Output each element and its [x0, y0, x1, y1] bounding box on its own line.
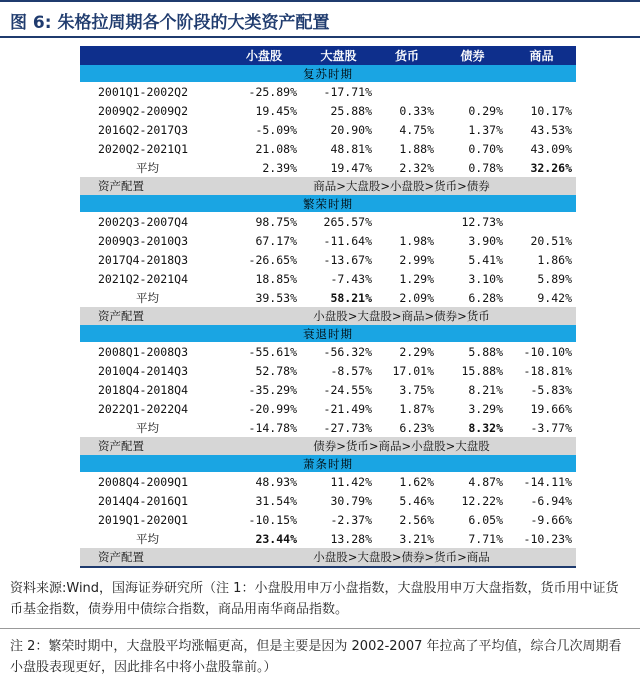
- return-cell: [438, 82, 507, 101]
- period-row: [80, 361, 576, 380]
- allocation-label: 资产配置: [80, 548, 227, 566]
- return-cell: 43.09%: [530, 141, 572, 156]
- average-cell: 32.26%: [530, 160, 572, 175]
- return-cell: 18.85%: [255, 271, 297, 286]
- return-cell: -21.49%: [323, 401, 372, 416]
- return-cell: 12.22%: [461, 493, 503, 508]
- return-cell: 43.53%: [530, 122, 572, 137]
- average-cell: 58.21%: [330, 290, 372, 305]
- return-cell: -25.89%: [248, 84, 297, 99]
- return-cell: -24.55%: [323, 382, 372, 397]
- return-cell: [376, 82, 438, 101]
- allocation-label: 资产配置: [80, 437, 227, 455]
- phase-header-row: [80, 195, 576, 212]
- average-cell: 6.23%: [399, 420, 434, 435]
- period-label: 2019Q1-2020Q1: [98, 512, 189, 527]
- period-label: 2009Q2-2009Q2: [98, 103, 189, 118]
- return-cell: 1.86%: [537, 252, 572, 267]
- average-cell: 9.42%: [537, 290, 572, 305]
- return-cell: 2.56%: [399, 512, 434, 527]
- return-cell: -2.37%: [330, 512, 372, 527]
- return-cell: 1.37%: [468, 122, 503, 137]
- return-cell: 8.21%: [468, 382, 503, 397]
- average-cell: 2.09%: [399, 290, 434, 305]
- return-cell: 4.87%: [468, 474, 503, 489]
- return-cell: 11.42%: [330, 474, 372, 489]
- average-cell: 2.32%: [399, 160, 434, 175]
- return-cell: 48.81%: [330, 141, 372, 156]
- return-cell: 15.88%: [461, 363, 503, 378]
- return-cell: 98.75%: [255, 214, 297, 229]
- period-label: 2020Q2-2021Q1: [98, 141, 189, 156]
- figure-title: 图 6: 朱格拉周期各个阶段的大类资产配置: [10, 13, 330, 33]
- average-cell: 6.28%: [468, 290, 503, 305]
- return-cell: -13.67%: [323, 252, 372, 267]
- return-cell: 2.29%: [399, 344, 434, 359]
- return-cell: 20.51%: [530, 233, 572, 248]
- return-cell: -5.09%: [255, 122, 297, 137]
- period-label: 2017Q4-2018Q3: [98, 252, 189, 267]
- return-cell: 67.17%: [255, 233, 297, 248]
- phase-label: 繁荣时期: [80, 195, 576, 212]
- period-row: [80, 510, 576, 529]
- table-body: [80, 65, 576, 566]
- source-note: 资料来源:Wind，国海证券研究所（注 1：小盘股用申万小盘指数，大盘股用申万大盘指数，货币用中证货币基金指数，债券用中债综合指数，商品用南华商品指数。: [10, 581, 619, 617]
- return-cell: 6.05%: [468, 512, 503, 527]
- return-cell: 2.99%: [399, 252, 434, 267]
- allocation-order: 小盘股>大盘股>商品>债券>货币: [227, 307, 576, 325]
- return-cell: -11.64%: [323, 233, 372, 248]
- return-cell: -56.32%: [323, 344, 372, 359]
- figure-title-bar: [0, 0, 640, 38]
- return-cell: 0.70%: [468, 141, 503, 156]
- allocation-row: [80, 177, 576, 195]
- period-row: [80, 250, 576, 269]
- average-cell: -27.73%: [323, 420, 372, 435]
- return-cell: 0.33%: [399, 103, 434, 118]
- return-cell: 1.87%: [399, 401, 434, 416]
- allocation-row: [80, 548, 576, 566]
- average-row: [80, 529, 576, 548]
- phase-label: 复苏时期: [80, 65, 576, 82]
- period-label: 2009Q3-2010Q3: [98, 233, 189, 248]
- header-cell-bonds: 债券: [438, 46, 507, 65]
- footnote-2: 注 2：繁荣时期中，大盘股平均涨幅更高，但是主要是因为 2002-2007 年拉高了平均值，综合几次周期看小盘股表现更好，因此排名中将小盘股靠前。）: [10, 639, 622, 675]
- return-cell: 0.29%: [468, 103, 503, 118]
- average-cell: 23.44%: [255, 531, 297, 546]
- period-row: [80, 380, 576, 399]
- return-cell: -10.10%: [523, 344, 572, 359]
- return-cell: 52.78%: [255, 363, 297, 378]
- period-row: [80, 101, 576, 120]
- period-row: [80, 342, 576, 361]
- return-cell: 5.88%: [468, 344, 503, 359]
- period-label: 2021Q2-2021Q4: [98, 271, 189, 286]
- asset-allocation-table: [80, 46, 576, 566]
- return-cell: 1.62%: [399, 474, 434, 489]
- return-cell: -6.94%: [530, 493, 572, 508]
- period-row: [80, 82, 576, 101]
- return-cell: 5.89%: [537, 271, 572, 286]
- average-label: 平均: [136, 420, 159, 435]
- return-cell: 5.46%: [399, 493, 434, 508]
- average-label: 平均: [136, 290, 159, 305]
- return-cell: 19.45%: [255, 103, 297, 118]
- period-row: [80, 231, 576, 250]
- return-cell: 1.29%: [399, 271, 434, 286]
- average-row: [80, 288, 576, 307]
- allocation-label: 资产配置: [80, 177, 227, 195]
- average-label: 平均: [136, 531, 159, 546]
- return-cell: -17.71%: [323, 84, 372, 99]
- return-cell: 5.41%: [468, 252, 503, 267]
- phase-header-row: [80, 455, 576, 472]
- return-cell: -14.11%: [523, 474, 572, 489]
- average-cell: 0.78%: [468, 160, 503, 175]
- return-cell: 48.93%: [255, 474, 297, 489]
- average-cell: 3.21%: [399, 531, 434, 546]
- header-cell-period: [80, 46, 227, 65]
- return-cell: -20.99%: [248, 401, 297, 416]
- allocation-order: 小盘股>大盘股>债券>货币>商品: [227, 548, 576, 566]
- table-header-row: [80, 46, 576, 65]
- return-cell: 4.75%: [399, 122, 434, 137]
- average-cell: -3.77%: [530, 420, 572, 435]
- return-cell: 21.08%: [255, 141, 297, 156]
- header-cell-money: 货币: [376, 46, 438, 65]
- return-cell: 1.88%: [399, 141, 434, 156]
- return-cell: -10.15%: [248, 512, 297, 527]
- return-cell: 31.54%: [255, 493, 297, 508]
- period-row: [80, 472, 576, 491]
- return-cell: [376, 212, 438, 231]
- period-row: [80, 120, 576, 139]
- return-cell: -5.83%: [530, 382, 572, 397]
- header-cell-large-cap: 大盘股: [301, 46, 376, 65]
- return-cell: 1.98%: [399, 233, 434, 248]
- period-row: [80, 139, 576, 158]
- period-label: 2008Q4-2009Q1: [98, 474, 189, 489]
- period-row: [80, 212, 576, 231]
- phase-label: 萧条时期: [80, 455, 576, 472]
- allocation-order: 债券>货币>商品>小盘股>大盘股: [227, 437, 576, 455]
- period-label: 2022Q1-2022Q4: [98, 401, 189, 416]
- return-cell: -8.57%: [330, 363, 372, 378]
- table-bottom-rule: [80, 566, 576, 568]
- phase-header-row: [80, 65, 576, 82]
- allocation-row: [80, 437, 576, 455]
- average-cell: 39.53%: [255, 290, 297, 305]
- return-cell: -9.66%: [530, 512, 572, 527]
- return-cell: -18.81%: [523, 363, 572, 378]
- return-cell: -7.43%: [330, 271, 372, 286]
- average-cell: -14.78%: [248, 420, 297, 435]
- period-label: 2010Q4-2014Q3: [98, 363, 189, 378]
- return-cell: [507, 212, 576, 231]
- return-cell: -35.29%: [248, 382, 297, 397]
- average-cell: -10.23%: [523, 531, 572, 546]
- notes-divider: [0, 628, 640, 629]
- phase-label: 衰退时期: [80, 325, 576, 342]
- return-cell: 17.01%: [392, 363, 434, 378]
- average-cell: 7.71%: [468, 531, 503, 546]
- allocation-row: [80, 307, 576, 325]
- period-label: 2008Q1-2008Q3: [98, 344, 189, 359]
- return-cell: 30.79%: [330, 493, 372, 508]
- return-cell: 25.88%: [330, 103, 372, 118]
- phase-header-row: [80, 325, 576, 342]
- return-cell: 265.57%: [323, 214, 372, 229]
- period-label: 2018Q4-2018Q4: [98, 382, 189, 397]
- average-cell: 13.28%: [330, 531, 372, 546]
- return-cell: 3.10%: [468, 271, 503, 286]
- return-cell: 19.66%: [530, 401, 572, 416]
- return-cell: 3.29%: [468, 401, 503, 416]
- average-cell: 2.39%: [262, 160, 297, 175]
- period-label: 2002Q3-2007Q4: [98, 214, 189, 229]
- return-cell: 3.75%: [399, 382, 434, 397]
- period-label: 2001Q1-2002Q2: [98, 84, 189, 99]
- allocation-order: 商品>大盘股>小盘股>货币>债券: [227, 177, 576, 195]
- average-cell: 8.32%: [468, 420, 503, 435]
- return-cell: 3.90%: [468, 233, 503, 248]
- period-row: [80, 269, 576, 288]
- average-row: [80, 418, 576, 437]
- asset-allocation-table-wrap: [80, 46, 576, 566]
- header-cell-commodities: 商品: [507, 46, 576, 65]
- return-cell: [507, 82, 576, 101]
- period-label: 2016Q2-2017Q3: [98, 122, 189, 137]
- average-row: [80, 158, 576, 177]
- header-cell-small-cap: 小盘股: [227, 46, 301, 65]
- return-cell: 20.90%: [330, 122, 372, 137]
- allocation-label: 资产配置: [80, 307, 227, 325]
- return-cell: 12.73%: [461, 214, 503, 229]
- period-row: [80, 399, 576, 418]
- average-label: 平均: [136, 160, 159, 175]
- period-row: [80, 491, 576, 510]
- average-cell: 19.47%: [330, 160, 372, 175]
- period-label: 2014Q4-2016Q1: [98, 493, 189, 508]
- return-cell: -55.61%: [248, 344, 297, 359]
- return-cell: 10.17%: [530, 103, 572, 118]
- return-cell: -26.65%: [248, 252, 297, 267]
